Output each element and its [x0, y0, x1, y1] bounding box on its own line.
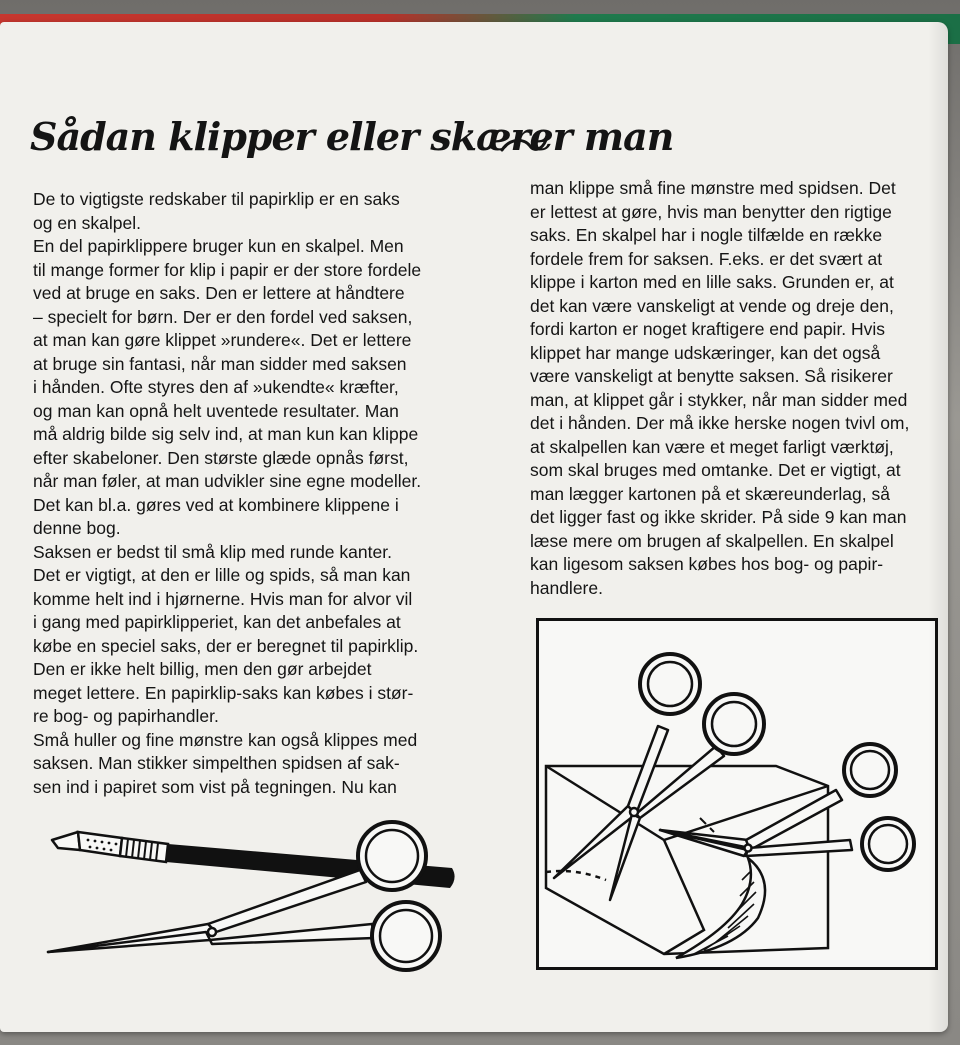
text-line: meget lettere. En papirklip-saks kan købes i stør-	[33, 682, 414, 703]
text-line: Det kan bl.a. gøres ved at kombinere klippene i	[33, 494, 399, 515]
text-line: – specielt for børn. Der er den fordel ved saksen,	[33, 306, 413, 327]
text-line: ved at bruge en saks. Den er lettere at håndtere	[33, 283, 405, 303]
text-line: De to vigtigste redskaber til papirklip er en saks	[33, 189, 400, 209]
text-line: fordi karton er noget kraftigere end papir. Hvis	[530, 319, 886, 339]
title-swash-icon	[500, 134, 548, 158]
text-line: efter skabeloner. Den største glæde opnås først,	[33, 447, 409, 468]
text-line: man lægger kartonen på et skæreunderlag, så	[530, 483, 890, 504]
scalpel-and-scissors-icon	[40, 812, 470, 982]
text-line: er lettest at gøre, hvis man benytter den rigtige	[530, 201, 892, 222]
text-line: i hånden. Ofte styres den af »ukendte« kræfter,	[33, 377, 399, 397]
text-line: handlere.	[530, 577, 603, 598]
text-line: Det er vigtigt, at den er lille og spids, så man kan	[33, 565, 411, 585]
text-line: saks. En skalpel har i nogle tilfælde en række	[530, 225, 883, 245]
text-line: re bog- og papirhandler.	[33, 706, 219, 726]
right-text-column	[530, 177, 909, 600]
text-line: læse mere om brugen af skalpellen. En skalpel	[530, 530, 894, 551]
text-line: som skal bruges med omtanke. Det er vigtigt, at	[530, 460, 901, 480]
text-line: være vanskeligt at benytte saksen. Så risikerer	[530, 366, 893, 386]
text-line: når man føler, at man udvikler sine egne modeller.	[33, 471, 422, 491]
text-line: at skalpellen kan være et meget farligt værktøj,	[530, 436, 894, 457]
text-line: saksen. Man stikker simpelthen spidsen af sak-	[33, 753, 400, 773]
text-line: og man kan opnå helt uventede resultater. Man	[33, 400, 399, 421]
text-line: kan ligesom saksen købes hos bog- og papir-	[530, 554, 884, 574]
left-text-column	[33, 188, 421, 799]
text-line: må aldrig bilde sig selv ind, at man kun kan klippe	[33, 424, 419, 444]
text-line: Små huller og fine mønstre kan også klippes med	[33, 729, 418, 750]
page-title: Sådan klipper eller skærer man	[30, 114, 674, 159]
text-line: til mange former for klip i papir er der store fordele	[33, 259, 422, 280]
text-line: sen ind i papiret som vist på tegningen. Nu kan	[33, 776, 397, 797]
text-line: En del papirklippere bruger kun en skalpel. Men	[33, 236, 404, 256]
text-line: Den er ikke helt billig, men den gør arbejdet	[33, 659, 372, 679]
text-line: det i hånden. Der må ikke herske nogen tvivl om,	[530, 413, 910, 433]
text-line: klippet har mange udskæringer, kan det også	[530, 342, 881, 363]
text-line: man klippe små fine mønstre med spidsen. Det	[530, 178, 896, 198]
text-line: komme helt ind i hjørnerne. Hvis man for alvor vil	[33, 588, 413, 609]
text-line: at man kan gøre klippet »rundere«. Det er lettere	[33, 330, 412, 350]
text-line: Saksen er bedst til små klip med runde kanter.	[33, 541, 392, 562]
text-line: i gang med papirklipperiet, kan det anbefales at	[33, 612, 401, 632]
text-line: det ligger fast og ikke skrider. På side 9 kan man	[530, 507, 907, 527]
text-line: det kan være vanskeligt at vende og dreje den,	[530, 295, 894, 316]
text-line: købe en speciel saks, der er beregnet til papirklip.	[33, 635, 419, 656]
text-line: at bruge sin fantasi, når man sidder med saksen	[33, 353, 407, 374]
text-line: klippe i karton med en lille saks. Grunden er, at	[530, 272, 894, 292]
text-line: denne bog.	[33, 518, 121, 538]
scissors-cutting-paper-icon	[536, 618, 938, 970]
text-line: man, at klippet går i stykker, når man sidder med	[530, 389, 908, 410]
text-line: og en skalpel.	[33, 212, 141, 233]
text-line: fordele frem for saksen. F.eks. er det svært at	[530, 248, 883, 269]
book-page	[0, 22, 948, 1032]
